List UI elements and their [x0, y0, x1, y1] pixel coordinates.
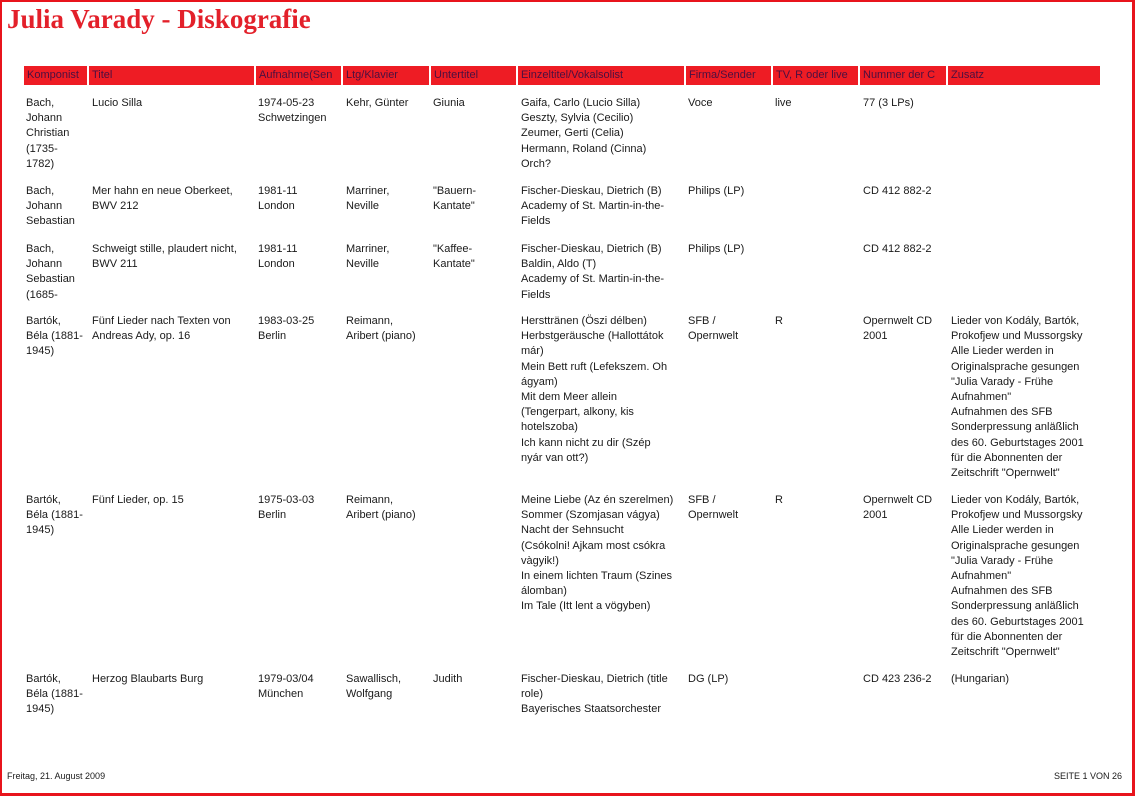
cell-line: Berlin — [258, 330, 287, 343]
cell-line: Sebastian — [26, 215, 75, 228]
cell-line: Fischer-Dieskau, Dietrich (B) — [521, 243, 662, 255]
cell-line: Reimann, — [346, 315, 394, 327]
column-header-komponist: Komponist — [24, 66, 87, 85]
cell-line: des 60. Geburtstages 2001 — [951, 436, 1084, 449]
cell-untertitel — [433, 672, 516, 687]
cell-untertitel — [433, 184, 516, 214]
cell-line: Bach, — [26, 185, 55, 197]
cell-untertitel — [433, 96, 516, 111]
cell-line: 77 (3 LPs) — [863, 97, 914, 109]
cell-line: Bach, — [26, 97, 55, 109]
cell-line: für die Abonnenten der — [951, 630, 1063, 643]
cell-line: (Csókolni! Ajkam most csókra — [521, 539, 666, 552]
cell-line: Bartók, — [26, 315, 61, 327]
cell-line: live — [775, 97, 792, 109]
cell-titel — [92, 242, 254, 272]
cell-line: vàgyik!) — [521, 554, 559, 567]
cell-line: Sebastian — [26, 273, 75, 286]
cell-line: 2001 — [863, 509, 888, 522]
cell-einzeltitel — [521, 672, 684, 718]
cell-line: 1979-03/04 — [258, 673, 314, 685]
cell-line: Kantate" — [433, 258, 475, 271]
cell-line: Alle Lieder werden in — [951, 524, 1054, 537]
cell-zusatz — [951, 314, 1101, 481]
cell-line: Fünf Lieder, op. 15 — [92, 494, 184, 506]
cell-line: Im Tale (Itt lent a vögyben) — [521, 600, 651, 613]
cell-einzeltitel — [521, 96, 684, 172]
cell-line: Herzog Blaubarts Burg — [92, 673, 204, 685]
cell-leitung — [346, 96, 429, 111]
cell-line: 1945) — [26, 703, 55, 716]
cell-line: DG (LP) — [688, 673, 729, 685]
cell-titel — [92, 184, 254, 214]
cell-leitung — [346, 242, 429, 272]
cell-firma — [688, 314, 771, 344]
cell-line: des 60. Geburtstages 2001 — [951, 615, 1084, 628]
cell-line: Geszty, Sylvia (Cecilio) — [521, 112, 634, 125]
cell-line: Opernwelt — [688, 330, 739, 343]
cell-line: Béla (1881- — [26, 330, 83, 343]
cell-art — [775, 493, 858, 508]
cell-line: Academy of St. Martin-in-the- — [521, 200, 665, 213]
cell-line: már) — [521, 345, 544, 358]
cell-line: Sommer (Szomjasan vágya) — [521, 509, 660, 522]
cell-komponist — [26, 493, 88, 539]
cell-line: Bayerisches Staatsorchester — [521, 703, 662, 716]
cell-line: Meine Liebe (Az én szerelmen) — [521, 494, 674, 506]
cell-komponist — [26, 184, 88, 230]
cell-line: Johann — [26, 112, 63, 125]
cell-line: 1983-03-25 — [258, 315, 315, 327]
cell-line: (1685- — [26, 288, 58, 301]
cell-line: Philips (LP) — [688, 243, 745, 255]
column-header-firma: Firma/Sender — [686, 66, 771, 85]
cell-line: Aufnahmen" — [951, 570, 1012, 583]
cell-line: Sonderpressung anläßlich — [951, 600, 1079, 613]
cell-line: Baldin, Aldo (T) — [521, 258, 597, 271]
cell-line: Giunia — [433, 97, 465, 109]
cell-line: (Tengerpart, alkony, kis — [521, 406, 634, 419]
cell-line: 1981-11 — [258, 243, 298, 255]
cell-line: SFB / — [688, 315, 716, 327]
cell-line: Schweigt stille, plaudert nicht, — [92, 243, 237, 255]
cell-line: Voce — [688, 97, 713, 109]
cell-line: In einem lichten Traum (Szines — [521, 570, 673, 583]
table-header — [0, 66, 1135, 85]
cell-line: Lieder von Kodály, Bartók, — [951, 494, 1080, 506]
cell-line: R — [775, 315, 783, 327]
cell-leitung — [346, 314, 429, 344]
cell-line: Aribert (piano) — [346, 509, 416, 522]
cell-line: Hersttränen (Öszi délben) — [521, 315, 647, 327]
cell-line: (1735- — [26, 142, 58, 155]
cell-line: "Kaffee- — [433, 243, 473, 255]
cell-leitung — [346, 493, 429, 523]
cell-nummer — [863, 314, 946, 344]
cell-line: Opernwelt — [688, 509, 739, 522]
column-header-art: TV, R oder live — [773, 66, 858, 85]
cell-line: Orch? — [521, 157, 551, 170]
cell-line: 1782) — [26, 157, 55, 170]
cell-nummer — [863, 184, 946, 199]
cell-line: "Julia Varady - Frühe — [951, 554, 1054, 567]
cell-line: Johann — [26, 200, 63, 213]
cell-line: Philips (LP) — [688, 185, 745, 197]
cell-line: ágyam) — [521, 375, 558, 388]
cell-line: Neville — [346, 200, 380, 213]
cell-aufnahme — [258, 314, 342, 344]
cell-line: Mer hahn en neue Oberkeet, — [92, 185, 233, 197]
cell-line: hotelszoba) — [521, 421, 578, 434]
cell-line: Marriner, — [346, 185, 390, 197]
cell-zusatz — [951, 493, 1101, 660]
cell-line: CD 412 882-2 — [863, 185, 932, 197]
cell-line: München — [258, 688, 304, 701]
cell-line: London — [258, 200, 295, 213]
cell-line: Fields — [521, 288, 551, 301]
footer-date: Freitag, 21. August 2009 — [7, 771, 106, 781]
cell-line: Nacht der Sehnsucht — [521, 524, 624, 537]
cell-line: BWV 211 — [92, 258, 138, 271]
cell-line: "Bauern- — [433, 185, 477, 197]
cell-line: Bartók, — [26, 673, 61, 685]
cell-aufnahme — [258, 242, 342, 272]
cell-komponist — [26, 672, 88, 718]
cell-line: "Julia Varady - Frühe — [951, 375, 1054, 388]
cell-line: für die Abonnenten der — [951, 451, 1063, 464]
cell-line: Béla (1881- — [26, 688, 83, 701]
cell-line: Zeumer, Gerti (Celia) — [521, 127, 624, 140]
cell-line: Hermann, Roland (Cinna) — [521, 142, 647, 155]
column-header-titel: Titel — [89, 66, 254, 85]
cell-line: Bartók, — [26, 494, 61, 506]
cell-line: Johann — [26, 258, 63, 271]
cell-line: Prokofjew und Mussorgsky — [951, 330, 1083, 343]
cell-firma — [688, 242, 771, 257]
cell-firma — [688, 184, 771, 199]
cell-line: Bach, — [26, 243, 55, 255]
cell-line: 1945) — [26, 345, 55, 358]
cell-line: 1974-05-23 — [258, 97, 315, 109]
cell-line: 1981-11 — [258, 185, 298, 197]
cell-line: Aufnahmen des SFB — [951, 585, 1053, 598]
cell-einzeltitel — [521, 314, 684, 466]
cell-nummer — [863, 242, 946, 257]
cell-einzeltitel — [521, 242, 684, 303]
cell-line: 1945) — [26, 524, 55, 537]
column-header-nummer: Nummer der C — [860, 66, 946, 85]
cell-firma — [688, 672, 771, 687]
cell-line: Aufnahmen" — [951, 391, 1012, 404]
cell-line: Mein Bett ruft (Lefekszem. Oh — [521, 360, 668, 373]
cell-line: Sawallisch, — [346, 673, 402, 685]
cell-line: role) — [521, 688, 544, 701]
cell-line: Prokofjew und Mussorgsky — [951, 509, 1083, 522]
cell-zusatz — [951, 672, 1101, 687]
cell-line: Mit dem Meer allein — [521, 391, 617, 404]
cell-line: Kantate" — [433, 200, 475, 213]
cell-line: Kehr, Günter — [346, 97, 409, 109]
cell-line: Fischer-Dieskau, Dietrich (title — [521, 673, 668, 685]
cell-firma — [688, 96, 771, 111]
cell-line: Sonderpressung anläßlich — [951, 421, 1079, 434]
cell-line: Berlin — [258, 509, 287, 522]
cell-aufnahme — [258, 96, 342, 126]
column-header-untertitel: Untertitel — [431, 66, 516, 85]
column-header-leitung: Ltg/Klavier — [343, 66, 429, 85]
cell-art — [775, 96, 858, 111]
cell-line: BWV 212 — [92, 200, 139, 213]
cell-line: Aufnahmen des SFB — [951, 406, 1053, 419]
cell-line: Lucio Silla — [92, 97, 143, 109]
cell-line: Christian — [26, 127, 70, 140]
cell-aufnahme — [258, 184, 342, 214]
cell-aufnahme — [258, 493, 342, 523]
cell-line: Fischer-Dieskau, Dietrich (B) — [521, 185, 662, 197]
cell-nummer — [863, 96, 946, 111]
cell-aufnahme — [258, 672, 342, 702]
cell-titel — [92, 672, 254, 687]
cell-nummer — [863, 672, 946, 687]
cell-line: Ich kann nicht zu dir (Szép — [521, 436, 651, 449]
column-header-aufnahme: Aufnahme(Sen — [256, 66, 341, 85]
cell-line: nyár van ott?) — [521, 451, 589, 464]
cell-firma — [688, 493, 771, 523]
cell-komponist — [26, 314, 88, 360]
cell-line: Schwetzingen — [258, 112, 327, 125]
cell-line: 2001 — [863, 330, 888, 343]
cell-line: Andreas Ady, op. 16 — [92, 330, 191, 343]
cell-line: (Hungarian) — [951, 673, 1010, 685]
cell-leitung — [346, 184, 429, 214]
cell-titel — [92, 493, 254, 508]
cell-untertitel — [433, 242, 516, 272]
cell-titel — [92, 96, 254, 111]
cell-einzeltitel — [521, 493, 684, 615]
cell-line: London — [258, 258, 295, 271]
cell-line: Fünf Lieder nach Texten von — [92, 315, 231, 327]
cell-einzeltitel — [521, 184, 684, 230]
cell-line: CD 423 236-2 — [863, 673, 932, 685]
cell-line: Marriner, — [346, 243, 390, 255]
cell-line: R — [775, 494, 783, 506]
cell-line: Neville — [346, 258, 380, 271]
cell-art — [775, 314, 858, 329]
cell-komponist — [26, 96, 88, 172]
page-title: Julia Varady - Diskografie — [7, 4, 311, 34]
column-header-einzeltitel: Einzeltitel/Vokalsolist — [518, 66, 684, 85]
footer-page-number: SEITE 1 VON 26 — [1053, 771, 1122, 781]
cell-line: Aribert (piano) — [346, 330, 416, 343]
cell-line: Alle Lieder werden in — [951, 345, 1054, 358]
cell-line: Wolfgang — [346, 688, 393, 701]
cell-line: Academy of St. Martin-in-the- — [521, 273, 665, 286]
cell-komponist — [26, 242, 88, 303]
cell-line: álomban) — [521, 585, 567, 598]
cell-line: Originalsprache gesungen — [951, 539, 1080, 552]
cell-line: Opernwelt CD — [863, 315, 933, 327]
cell-line: Fields — [521, 215, 551, 228]
cell-line: Originalsprache gesungen — [951, 360, 1080, 373]
cell-line: Gaifa, Carlo (Lucio Silla) — [521, 97, 641, 109]
cell-line: Reimann, — [346, 494, 394, 506]
cell-line: CD 412 882-2 — [863, 243, 932, 255]
cell-line: Zeitschrift "Opernwelt" — [951, 467, 1060, 480]
cell-line: Lieder von Kodály, Bartók, — [951, 315, 1080, 327]
cell-line: Opernwelt CD — [863, 494, 933, 506]
cell-line: Judith — [433, 673, 463, 685]
cell-line: 1975-03-03 — [258, 494, 315, 506]
cell-titel — [92, 314, 254, 344]
cell-leitung — [346, 672, 429, 702]
cell-line: SFB / — [688, 494, 716, 506]
cell-line: Zeitschrift "Opernwelt" — [951, 646, 1060, 659]
cell-line: Béla (1881- — [26, 509, 83, 522]
cell-nummer — [863, 493, 946, 523]
column-header-zusatz: Zusatz — [948, 66, 1100, 85]
cell-line: Herbstgeräusche (Hallottátok — [521, 330, 664, 343]
